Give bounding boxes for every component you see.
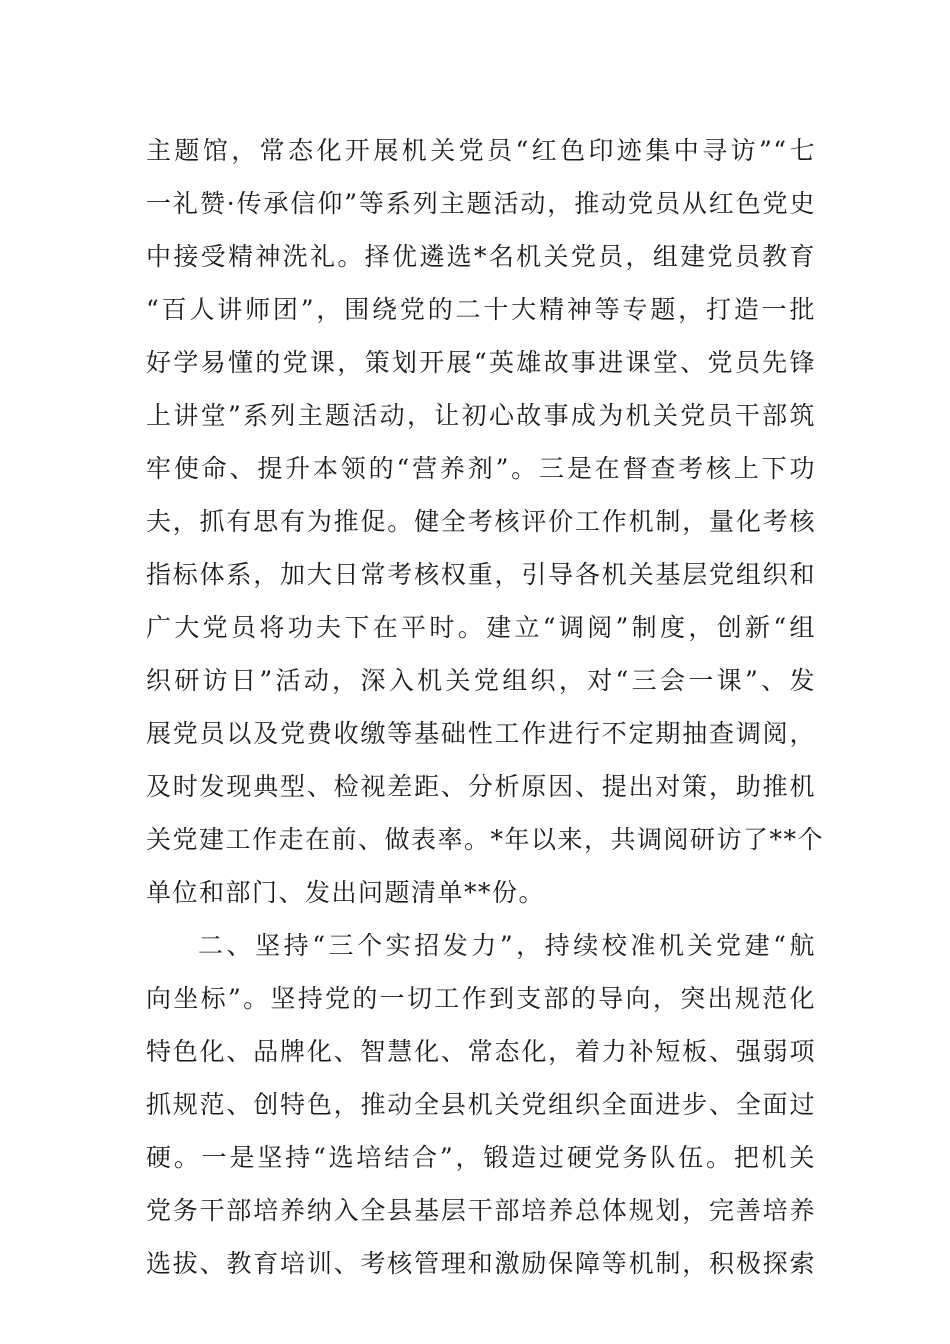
text-line-paragraph-end: 单位和部门、发出问题清单**份。: [146, 878, 546, 907]
text-line: 一礼赞·传承信仰”等系列主题活动，推动党员从红色党史: [146, 189, 816, 218]
text-line: 织研访日”活动，深入机关党组织，对“三会一课”、发: [146, 666, 816, 695]
text-line: 广大党员将功夫下在平时。建立“调阅”制度，创新“组: [146, 613, 816, 642]
text-line: 上讲堂”系列主题活动，让初心故事成为机关党员干部筑: [146, 401, 816, 430]
text-line: 硬。一是坚持“选培结合”，锻造过硬党务队伍。把机关: [146, 1143, 816, 1172]
text-line: 党务干部培养纳入全县基层干部培养总体规划，完善培养: [146, 1196, 816, 1225]
text-line: 抓规范、创特色，推动全县机关党组织全面进步、全面过: [146, 1090, 816, 1119]
text-line: 好学易懂的党课，策划开展“英雄故事进课堂、党员先锋: [146, 348, 816, 377]
text-line: 牢使命、提升本领的“营养剂”。三是在督查考核上下功: [146, 454, 816, 483]
text-line: 及时发现典型、检视差距、分析原因、提出对策，助推机: [146, 772, 816, 801]
text-line: 展党员以及党费收缴等基础性工作进行不定期抽查调阅，: [146, 719, 816, 748]
text-line: 主题馆，常态化开展机关党员“红色印迹集中寻访”“七: [146, 136, 816, 165]
text-line-paragraph-start: 二、坚持“三个实招发力”，持续校准机关党建“航: [198, 931, 816, 960]
text-line: 指标体系，加大日常考核权重，引导各机关基层党组织和: [146, 560, 816, 589]
text-line: 特色化、品牌化、智慧化、常态化，着力补短板、强弱项: [146, 1037, 816, 1066]
text-line: 关党建工作走在前、做表率。*年以来，共调阅研访了**个: [146, 825, 825, 854]
text-line: 中接受精神洗礼。择优遴选*名机关党员，组建党员教育: [146, 242, 816, 271]
text-line: “百人讲师团”，围绕党的二十大精神等专题，打造一批: [146, 295, 816, 324]
text-line: 向坐标”。坚持党的一切工作到支部的导向，突出规范化: [146, 984, 816, 1013]
document-body: [146, 124, 825, 1290]
text-line: 夫，抓有思有为推促。健全考核评价工作机制，量化考核: [146, 507, 816, 536]
text-line: 选拔、教育培训、考核管理和激励保障等机制，积极探索: [146, 1249, 816, 1278]
